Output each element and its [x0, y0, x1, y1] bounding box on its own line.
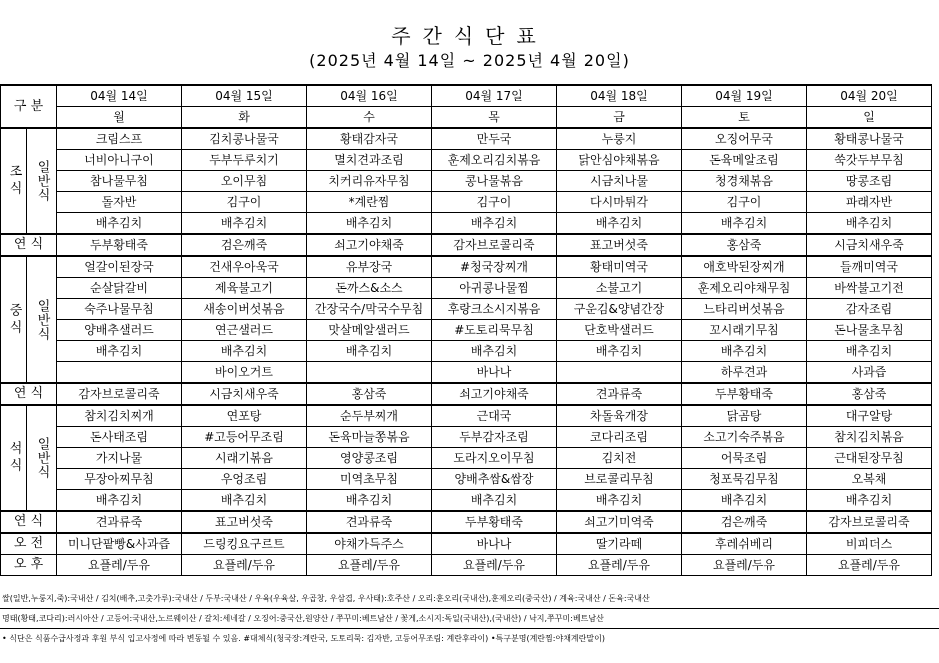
menu-item: 느타리버섯볶음: [682, 299, 807, 320]
weekday-cell: 수: [307, 107, 432, 129]
menu-item: 아귀콩나물찜: [432, 278, 557, 299]
menu-item: 가지나물: [57, 448, 182, 469]
menu-item: #도토리묵무침: [432, 320, 557, 341]
date-cell: 04월 19일: [682, 85, 807, 107]
menu-item: 파래자반: [807, 192, 932, 213]
menu-item: 닭안심야채볶음: [557, 150, 682, 171]
menu-item: 근대된장무침: [807, 448, 932, 469]
menu-item: 김구이: [182, 192, 307, 213]
menu-item: 꼬시래기무침: [682, 320, 807, 341]
menu-item: 검은깨죽: [682, 511, 807, 533]
menu-item: 배추김치: [807, 213, 932, 235]
menu-item: 훈제오리야채무침: [682, 278, 807, 299]
menu-item: 도라지오이무침: [432, 448, 557, 469]
menu-item: 두부감자조림: [432, 427, 557, 448]
menu-item: 드링킹요구르트: [182, 533, 307, 555]
breakfast-row: [1, 213, 932, 235]
menu-item: 요플레/두유: [682, 555, 807, 576]
breakfast_porridge-label: 연 식: [1, 234, 57, 256]
menu-item: 무장아찌무침: [57, 469, 182, 490]
menu-item: 크림스프: [57, 128, 182, 150]
menu-item: 시금치새우죽: [182, 383, 307, 405]
menu-item: 돈사태조림: [57, 427, 182, 448]
date-cell: 04월 16일: [307, 85, 432, 107]
weekday-cell: 토: [682, 107, 807, 129]
menu-item: 참나물무침: [57, 171, 182, 192]
date-cell: 04월 20일: [807, 85, 932, 107]
menu-item: 견과류죽: [307, 511, 432, 533]
menu-item: 영양콩조림: [307, 448, 432, 469]
menu-item: 배추김치: [182, 213, 307, 235]
menu-item: 단호박샐러드: [557, 320, 682, 341]
menu-item: 소불고기: [557, 278, 682, 299]
menu-item: 두부두루치기: [182, 150, 307, 171]
menu-item: 배추김치: [57, 213, 182, 235]
menu-item: 만두국: [432, 128, 557, 150]
menu-item: 소고기숙주볶음: [682, 427, 807, 448]
menu-item: 딸기라떼: [557, 533, 682, 555]
weekday-cell: 금: [557, 107, 682, 129]
menu-item: 새송이버섯볶음: [182, 299, 307, 320]
menu-item: 치커리유자무침: [307, 171, 432, 192]
menu-item: 바싹불고기전: [807, 278, 932, 299]
menu-item: 배추김치: [182, 341, 307, 362]
date-cell: 04월 18일: [557, 85, 682, 107]
origin-note-2: 명태(황태,코다리):러시아산 / 고등어:국내산,노르웨이산 / 갈치:세네갈 / 오징어:중국산,원양산 / 쭈꾸미:베트남산 / 꽃게,소시지:독일(국내산),(국내산) / 낙지,쭈꾸미:베트남산: [0, 609, 939, 629]
menu-item: 황태콩나물국: [807, 128, 932, 150]
menu-item: 훈제오리김치볶음: [432, 150, 557, 171]
menu-item: 쇠고기야채죽: [307, 234, 432, 256]
weekday-cell: 화: [182, 107, 307, 129]
menu-item: 배추김치: [682, 213, 807, 235]
dinner-row: [1, 490, 932, 512]
menu-item: 배추김치: [807, 341, 932, 362]
menu-item: 다시마튀각: [557, 192, 682, 213]
menu-item: 감자브로콜리죽: [807, 511, 932, 533]
menu-item: [57, 362, 182, 384]
menu-item: 돌자반: [57, 192, 182, 213]
menu-item: #고등어무조림: [182, 427, 307, 448]
menu-item: 요플레/두유: [57, 555, 182, 576]
breakfast-row: [1, 128, 932, 150]
date-cell: 04월 14일: [57, 85, 182, 107]
menu-item: 콩나물볶음: [432, 171, 557, 192]
date-cell: 04월 17일: [432, 85, 557, 107]
notes-section: [0, 589, 939, 648]
menu-item: 배추김치: [432, 213, 557, 235]
menu-item: 바이오거트: [182, 362, 307, 384]
menu-item: 맛살메알샐러드: [307, 320, 432, 341]
dinner-row: [1, 469, 932, 490]
breakfast-general-label: 일반식: [27, 128, 57, 234]
menu-item: 유부장국: [307, 256, 432, 278]
pm_snack-row: [1, 555, 932, 576]
breakfast-label: 조식: [1, 128, 27, 234]
menu-item: 배추김치: [432, 341, 557, 362]
menu-item: 배추김치: [307, 341, 432, 362]
menu-item: 김구이: [432, 192, 557, 213]
weekday-header-row: [1, 107, 932, 129]
menu-item: 누룽지: [557, 128, 682, 150]
menu-item: 브로콜리무침: [557, 469, 682, 490]
lunch-row: [1, 278, 932, 299]
menu-item: 땅콩조림: [807, 171, 932, 192]
menu-item: 배추김치: [557, 213, 682, 235]
menu-item: 요플레/두유: [432, 555, 557, 576]
menu-item: #청국장찌개: [432, 256, 557, 278]
menu-item: 황태감자국: [307, 128, 432, 150]
lunch_porridge-row: [1, 383, 932, 405]
menu-item: 차돌육개장: [557, 405, 682, 427]
menu-item: 두부황태죽: [432, 511, 557, 533]
menu-item: 두부황태죽: [682, 383, 807, 405]
page-title: 주간식단표: [391, 24, 548, 48]
lunch-row: [1, 256, 932, 278]
menu-item: 감자조림: [807, 299, 932, 320]
menu-item: 참치김치볶음: [807, 427, 932, 448]
menu-item: 돈육마늘쫑볶음: [307, 427, 432, 448]
menu-item: 근대국: [432, 405, 557, 427]
menu-item: 배추김치: [557, 490, 682, 512]
menu-item: 연포탕: [182, 405, 307, 427]
menu-item: 홍삼죽: [807, 383, 932, 405]
menu-item: 배추김치: [682, 341, 807, 362]
menu-change-note: • 식단은 식품수급사정과 후원 부식 입고사정에 따라 변동될 수 있음. #대체식(청국장:계란국, 도토리묵: 김자반, 고등어무조림: 계란후라이) •특구분명(계란찜:야채계란말이): [2, 634, 605, 643]
menu-item: 제육불고기: [182, 278, 307, 299]
menu-item: 김치콩나물국: [182, 128, 307, 150]
menu-item: 요플레/두유: [182, 555, 307, 576]
menu-item: 표고버섯죽: [557, 234, 682, 256]
menu-item: 쑥갓두부무침: [807, 150, 932, 171]
menu-item: 배추김치: [307, 213, 432, 235]
menu-item: 들깨미역국: [807, 256, 932, 278]
lunch-label: 중식: [1, 256, 27, 383]
menu-item: 쇠고기야채죽: [432, 383, 557, 405]
dinner_porridge-label: 연 식: [1, 511, 57, 533]
menu-item: 배추김치: [57, 341, 182, 362]
menu-item: 닭곰탕: [682, 405, 807, 427]
menu-item: 바나나: [432, 362, 557, 384]
menu-item: *계란찜: [307, 192, 432, 213]
menu-item: 돈나물초무침: [807, 320, 932, 341]
pm_snack-label: 오 후: [1, 555, 57, 576]
dinner-row: [1, 448, 932, 469]
menu-item: 돈까스&소스: [307, 278, 432, 299]
lunch-general-label: 일반식: [27, 256, 57, 383]
menu-item: 건새우아욱국: [182, 256, 307, 278]
menu-item: 구운김&양념간장: [557, 299, 682, 320]
menu-item: 김치전: [557, 448, 682, 469]
dinner-label: 석식: [1, 405, 27, 511]
menu-item: 감자브로콜리죽: [432, 234, 557, 256]
menu-item: 미역초무침: [307, 469, 432, 490]
menu-item: 숙주나물무침: [57, 299, 182, 320]
menu-item: 요플레/두유: [307, 555, 432, 576]
menu-item: 비피더스: [807, 533, 932, 555]
menu-item: 야채가득주스: [307, 533, 432, 555]
menu-item: 너비아니구이: [57, 150, 182, 171]
menu-item: 후랑크소시지볶음: [432, 299, 557, 320]
date-cell: 04월 15일: [182, 85, 307, 107]
menu-item: 오복채: [807, 469, 932, 490]
menu-item: 어묵조림: [682, 448, 807, 469]
weekly-menu-table: [0, 84, 932, 576]
breakfast-row: [1, 192, 932, 213]
menu-item: 대구알탕: [807, 405, 932, 427]
menu-item: 하루견과: [682, 362, 807, 384]
menu-item: 얼갈이된장국: [57, 256, 182, 278]
menu-item: 미니단팥빵&사과즙: [57, 533, 182, 555]
menu-item: 시래기볶음: [182, 448, 307, 469]
menu-item: 견과류죽: [57, 511, 182, 533]
lunch-row: [1, 362, 932, 384]
breakfast-row: [1, 171, 932, 192]
menu-item: 쇠고기미역죽: [557, 511, 682, 533]
menu-item: 양배추샐러드: [57, 320, 182, 341]
menu-item: 멸치견과조림: [307, 150, 432, 171]
menu-item: 돈육메알조림: [682, 150, 807, 171]
breakfast-row: [1, 150, 932, 171]
menu-item: 배추김치: [307, 490, 432, 512]
menu-item: 순살닭갈비: [57, 278, 182, 299]
weekday-cell: 목: [432, 107, 557, 129]
menu-item: 배추김치: [557, 341, 682, 362]
menu-item: 김구이: [682, 192, 807, 213]
origin-note-1: 쌀(일반,누룽지,죽):국내산 / 김치(배추,고춧가루):국내산 / 두부:국내산 / 우육(우육살, 우곱창, 우삼겹, 우사태):호주산 / 오리:훈오리(국내산),훈제오리(중국산) / 계육:국내산 / 돈육:국내산: [0, 589, 939, 609]
menu-item: 오징어무국: [682, 128, 807, 150]
menu-item: 연근샐러드: [182, 320, 307, 341]
menu-item: 황태미역국: [557, 256, 682, 278]
menu-item: 시금치나물: [557, 171, 682, 192]
menu-item: 참치김치찌개: [57, 405, 182, 427]
menu-item: 감자브로콜리죽: [57, 383, 182, 405]
menu-item: 배추김치: [182, 490, 307, 512]
date-header-row: [1, 85, 932, 107]
dinner-row: [1, 405, 932, 427]
lunch-row: [1, 341, 932, 362]
menu-item: 오이무침: [182, 171, 307, 192]
menu-item: 표고버섯죽: [182, 511, 307, 533]
am_snack-row: [1, 533, 932, 555]
dinner_porridge-row: [1, 511, 932, 533]
menu-item: 코다리조림: [557, 427, 682, 448]
menu-item: 간장국수/막국수무침: [307, 299, 432, 320]
menu-item: 청경채볶음: [682, 171, 807, 192]
menu-item: 배추김치: [807, 490, 932, 512]
menu-item: 요플레/두유: [807, 555, 932, 576]
date-range: (2025년 4월 14일 ~ 2025년 4월 20일): [309, 51, 630, 70]
menu-item: 홍삼죽: [307, 383, 432, 405]
menu-item: 시금치새우죽: [807, 234, 932, 256]
header-gubun: 구 분: [1, 85, 57, 128]
menu-item: 우엉조림: [182, 469, 307, 490]
weekday-cell: 월: [57, 107, 182, 129]
menu-item: 애호박된장찌개: [682, 256, 807, 278]
menu-item: 홍삼죽: [682, 234, 807, 256]
menu-item: 견과류죽: [557, 383, 682, 405]
am_snack-label: 오 전: [1, 533, 57, 555]
menu-item: 배추김치: [682, 490, 807, 512]
menu-item: 청포묵김무침: [682, 469, 807, 490]
menu-item: 배추김치: [432, 490, 557, 512]
dinner-general-label: 일반식: [27, 405, 57, 511]
menu-item: 순두부찌개: [307, 405, 432, 427]
menu-item: 검은깨죽: [182, 234, 307, 256]
menu-item: 요플레/두유: [557, 555, 682, 576]
lunch-row: [1, 320, 932, 341]
menu-item: 두부황태죽: [57, 234, 182, 256]
breakfast_porridge-row: [1, 234, 932, 256]
menu-item: 양배추쌈&쌈장: [432, 469, 557, 490]
lunch-row: [1, 299, 932, 320]
weekday-cell: 일: [807, 107, 932, 129]
menu-item: [557, 362, 682, 384]
menu-item: 사과즙: [807, 362, 932, 384]
menu-item: 바나나: [432, 533, 557, 555]
dinner-row: [1, 427, 932, 448]
menu-item: 후레쉬베리: [682, 533, 807, 555]
lunch_porridge-label: 연 식: [1, 383, 57, 405]
menu-item: [307, 362, 432, 384]
menu-item: 배추김치: [57, 490, 182, 512]
